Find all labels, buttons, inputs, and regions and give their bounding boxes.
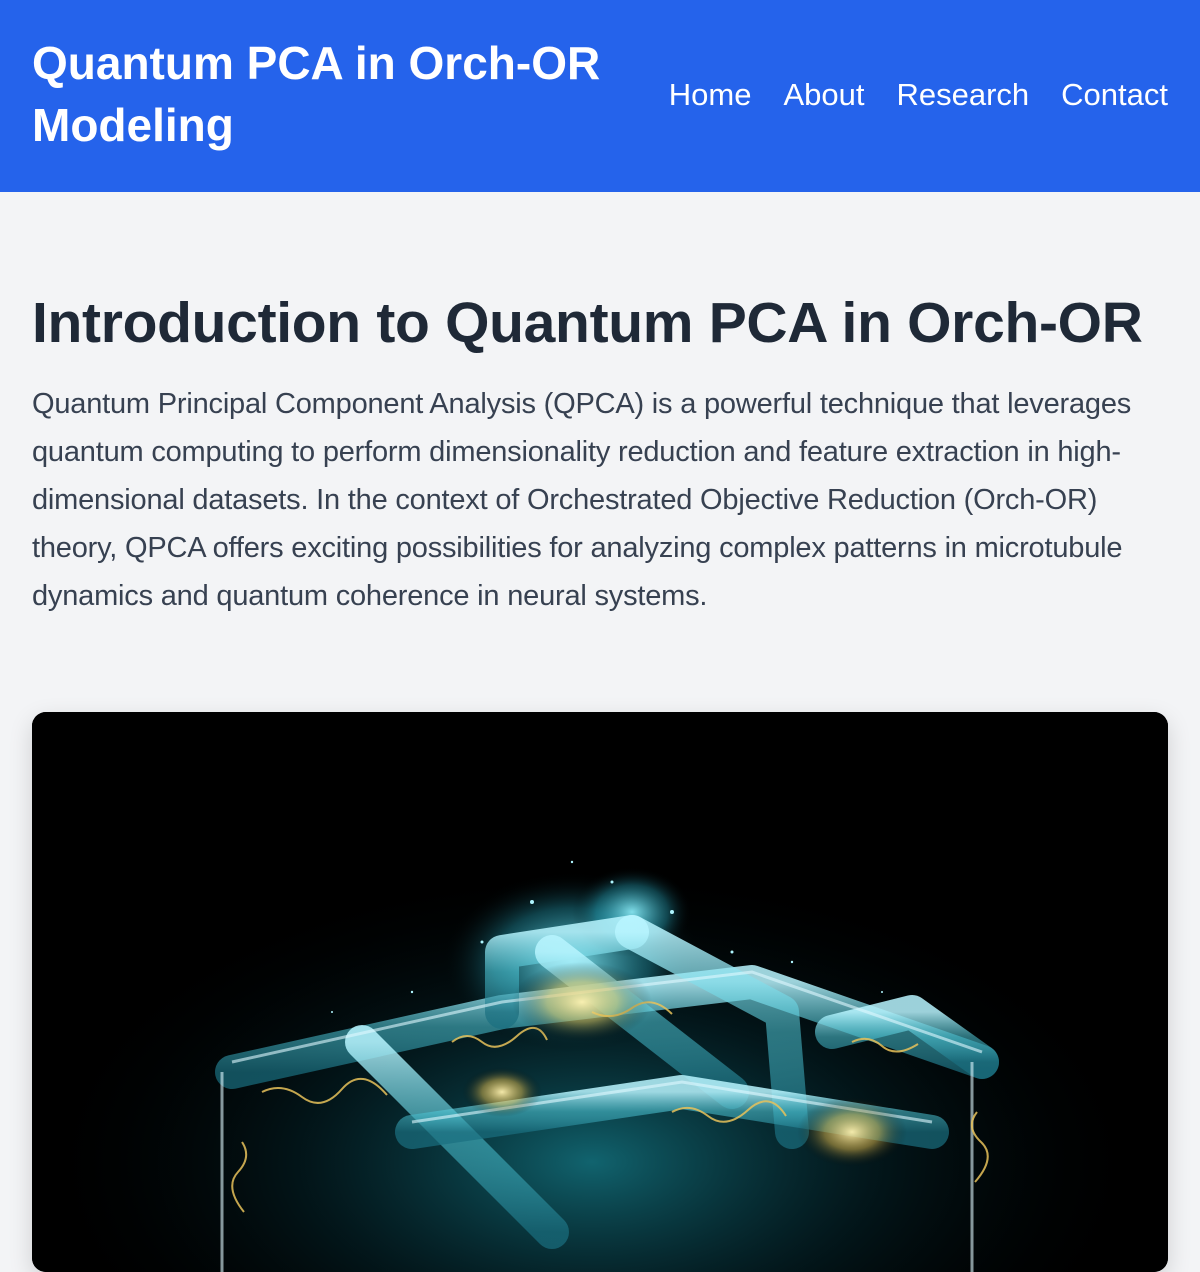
nav-about-link[interactable]: About [783,77,865,112]
nav-research-link[interactable]: Research [896,77,1030,112]
main-nav [669,74,1168,116]
hero-image [32,712,1168,1272]
nav-home-link[interactable]: Home [668,77,752,112]
microtubule-lattice-illustration [32,712,1168,1272]
intro-heading: Introduction to Quantum PCA in Orch-OR [32,291,1143,355]
nav-contact-link[interactable]: Contact [1061,77,1168,112]
intro-paragraph: Quantum Principal Component Analysis (QPCA) is a powerful technique that leverages quantum computing to perform dimensionality reduction and feature extraction in high-dimensional datasets. In the context of Orchestrated Objective Reduction (Orch-OR) theory, QPCA offers exciting possibilities for analyzing complex patterns in microtubule dynamics and quantum coherence in neural systems. [32,388,1132,612]
main-content [32,192,1168,620]
site-title[interactable]: Quantum PCA in Orch-OR Modeling [32,37,601,151]
site-header [0,0,1200,192]
